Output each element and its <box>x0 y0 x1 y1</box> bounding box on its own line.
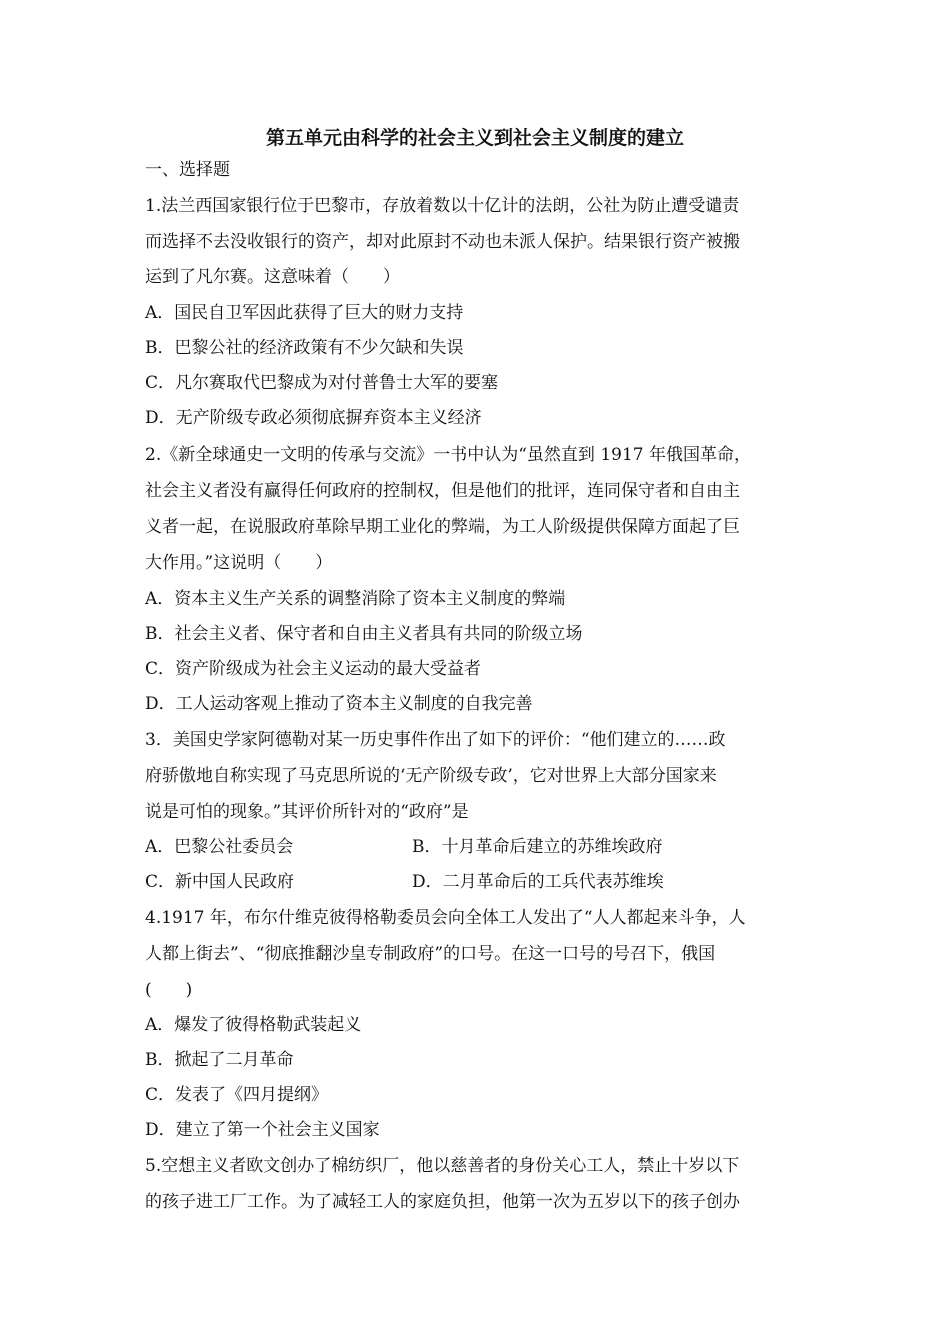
document-title: 第五单元由科学的社会主义到社会主义制度的建立 <box>265 127 684 149</box>
q1-option-a: A．国民自卫军因此获得了巨大的财力支持 <box>145 303 464 323</box>
q4-stem-line-3: ( ) <box>145 980 193 1000</box>
q4-stem-line-2: 人都上街去”、“彻底推翻沙皇专制政府”的口号。在这一口号的号召下，俄国 <box>145 944 716 964</box>
q2-stem-line-2: 社会主义者没有赢得任何政府的控制权，但是他们的批评，连同保守者和自由主 <box>145 481 740 501</box>
q5-stem-line-2: 的孩子进工厂工作。为了减轻工人的家庭负担，他第一次为五岁以下的孩子创办 <box>145 1192 740 1212</box>
q2-option-d: D．工人运动客观上推动了资本主义制度的自我完善 <box>145 694 533 714</box>
q2-option-b: B．社会主义者、保守者和自由主义者具有共同的阶级立场 <box>145 624 583 644</box>
q3-option-b: B．十月革命后建立的苏维埃政府 <box>412 837 663 857</box>
q3-stem-line-1: 3．美国史学家阿德勒对某一历史事件作出了如下的评价：“他们建立的……政 <box>145 730 726 750</box>
q3-option-a: A．巴黎公社委员会 <box>145 837 294 857</box>
q1-option-b: B．巴黎公社的经济政策有不少欠缺和失误 <box>145 338 464 358</box>
q2-stem-line-4: 大作用。”这说明（ ） <box>145 553 333 573</box>
q4-option-b: B．掀起了二月革命 <box>145 1050 294 1070</box>
q1-stem-line-1: 1.法兰西国家银行位于巴黎市，存放着数以十亿计的法朗，公社为防止遭受谴责 <box>145 196 740 216</box>
q1-stem-line-3: 运到了凡尔赛。这意味着（ ） <box>145 267 400 287</box>
q3-option-c: C．新中国人民政府 <box>145 872 295 892</box>
q3-option-d: D．二月革命后的工兵代表苏维埃 <box>412 872 664 892</box>
section-heading: 一、选择题 <box>145 160 230 180</box>
q1-option-c: C．凡尔赛取代巴黎成为对付普鲁士大军的要塞 <box>145 373 499 393</box>
q4-option-d: D．建立了第一个社会主义国家 <box>145 1120 380 1140</box>
q2-stem-line-3: 义者一起，在说服政府革除早期工业化的弊端，为工人阶级提供保障方面起了巨 <box>145 517 740 537</box>
q4-option-c: C．发表了《四月提纲》 <box>145 1085 329 1105</box>
q2-stem-line-1: 2.《新全球通史一文明的传承与交流》一书中认为“虽然直到 1917 年俄国革命， <box>145 445 751 465</box>
q4-stem-line-1: 4.1917 年，布尔什维克彼得格勒委员会向全体工人发出了“人人都起来斗争，人 <box>145 908 746 928</box>
q3-stem-line-2: 府骄傲地自称实现了马克思所说的‘无产阶级专政’，它对世界上大部分国家来 <box>145 766 717 786</box>
q1-stem-line-2: 而选择不去没收银行的资产，却对此原封不动也未派人保护。结果银行资产被搬 <box>145 232 740 252</box>
q2-option-c: C．资产阶级成为社会主义运动的最大受益者 <box>145 659 482 679</box>
q5-stem-line-1: 5.空想主义者欧文创办了棉纺织厂，他以慈善者的身份关心工人，禁止十岁以下 <box>145 1156 740 1176</box>
q3-stem-line-3: 说是可怕的现象。”其评价所针对的“政府”是 <box>145 802 469 822</box>
q4-option-a: A．爆发了彼得格勒武装起义 <box>145 1015 362 1035</box>
q2-option-a: A．资本主义生产关系的调整消除了资本主义制度的弊端 <box>145 589 566 609</box>
q1-option-d: D．无产阶级专政必须彻底摒弃资本主义经济 <box>145 408 482 428</box>
